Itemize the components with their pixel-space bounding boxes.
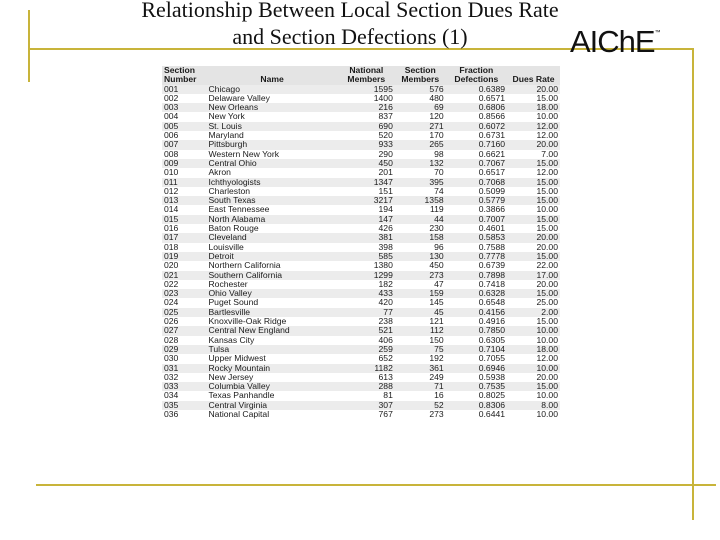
fraction-defections-cell: 0.8306 [446, 401, 507, 410]
dues-rate-cell: 17.00 [507, 271, 560, 280]
section-members-cell: 273 [395, 410, 446, 419]
section-members-cell: 249 [395, 373, 446, 382]
dues-rate-cell: 18.00 [507, 103, 560, 112]
header-cell: Fraction [446, 66, 507, 75]
national-members-cell: 1299 [338, 271, 395, 280]
dues-rate-cell: 15.00 [507, 215, 560, 224]
section-members-cell: 132 [395, 159, 446, 168]
table-row [162, 261, 560, 270]
national-members-cell: 1182 [338, 364, 395, 373]
dues-rate-cell: 10.00 [507, 112, 560, 121]
section-name-cell: Louisville [206, 243, 337, 252]
table-row [162, 215, 560, 224]
section-name-cell: Baton Rouge [206, 224, 337, 233]
section-number-cell: 006 [162, 131, 206, 140]
fraction-defections-cell: 0.7007 [446, 215, 507, 224]
national-members-cell: 259 [338, 345, 395, 354]
national-members-cell: 420 [338, 298, 395, 307]
section-name-cell: National Capital [206, 410, 337, 419]
table-row [162, 224, 560, 233]
national-members-cell: 933 [338, 140, 395, 149]
fraction-defections-cell: 0.7068 [446, 178, 507, 187]
fraction-defections-cell: 0.4601 [446, 224, 507, 233]
national-members-cell: 238 [338, 317, 395, 326]
national-members-cell: 201 [338, 168, 395, 177]
section-name-cell: Pittsburgh [206, 140, 337, 149]
section-members-cell: 265 [395, 140, 446, 149]
section-name-cell: Western New York [206, 150, 337, 159]
national-members-cell: 450 [338, 159, 395, 168]
fraction-defections-cell: 0.7067 [446, 159, 507, 168]
section-number-cell: 019 [162, 252, 206, 261]
section-number-cell: 002 [162, 94, 206, 103]
table-row [162, 122, 560, 131]
fraction-defections-cell: 0.4156 [446, 308, 507, 317]
section-dues-table [162, 66, 560, 419]
fraction-defections-cell: 0.6441 [446, 410, 507, 419]
section-number-cell: 025 [162, 308, 206, 317]
section-members-cell: 45 [395, 308, 446, 317]
fraction-defections-cell: 0.7588 [446, 243, 507, 252]
section-number-cell: 026 [162, 317, 206, 326]
table-row [162, 345, 560, 354]
section-number-cell: 021 [162, 271, 206, 280]
section-number-cell: 036 [162, 410, 206, 419]
header-cell: Section [395, 66, 446, 75]
table-row [162, 382, 560, 391]
section-number-cell: 001 [162, 85, 206, 94]
section-members-cell: 192 [395, 354, 446, 363]
decorative-vertical-line-right [692, 48, 694, 520]
national-members-cell: 182 [338, 280, 395, 289]
dues-rate-cell: 15.00 [507, 289, 560, 298]
section-number-cell: 014 [162, 205, 206, 214]
logo-text: AIChE [570, 24, 655, 59]
section-members-cell: 74 [395, 187, 446, 196]
table-row [162, 410, 560, 419]
section-name-cell: Akron [206, 168, 337, 177]
section-number-cell: 028 [162, 336, 206, 345]
section-name-cell: Central Virginia [206, 401, 337, 410]
table-row [162, 317, 560, 326]
table-row [162, 336, 560, 345]
section-number-cell: 029 [162, 345, 206, 354]
fraction-defections-cell: 0.3866 [446, 205, 507, 214]
national-members-cell: 652 [338, 354, 395, 363]
national-members-cell: 1380 [338, 261, 395, 270]
section-name-cell: Bartlesville [206, 308, 337, 317]
national-members-cell: 3217 [338, 196, 395, 205]
section-number-cell: 016 [162, 224, 206, 233]
section-number-cell: 027 [162, 326, 206, 335]
data-table [162, 66, 560, 419]
header-cell: Number [162, 75, 206, 84]
fraction-defections-cell: 0.7160 [446, 140, 507, 149]
section-number-cell: 033 [162, 382, 206, 391]
header-cell: Members [338, 75, 395, 84]
section-number-cell: 023 [162, 289, 206, 298]
dues-rate-cell: 7.00 [507, 150, 560, 159]
fraction-defections-cell: 0.6328 [446, 289, 507, 298]
dues-rate-cell: 15.00 [507, 178, 560, 187]
section-name-cell: Upper Midwest [206, 354, 337, 363]
fraction-defections-cell: 0.5853 [446, 233, 507, 242]
fraction-defections-cell: 0.5938 [446, 373, 507, 382]
section-number-cell: 032 [162, 373, 206, 382]
dues-rate-cell: 15.00 [507, 94, 560, 103]
table-row [162, 103, 560, 112]
section-number-cell: 020 [162, 261, 206, 270]
section-members-cell: 47 [395, 280, 446, 289]
section-members-cell: 145 [395, 298, 446, 307]
header-cell: Defections [446, 75, 507, 84]
fraction-defections-cell: 0.6621 [446, 150, 507, 159]
table-row [162, 178, 560, 187]
section-number-cell: 013 [162, 196, 206, 205]
section-members-cell: 271 [395, 122, 446, 131]
section-name-cell: New York [206, 112, 337, 121]
header-cell: Section [162, 66, 206, 75]
section-name-cell: Columbia Valley [206, 382, 337, 391]
header-row-1 [162, 66, 560, 75]
national-members-cell: 381 [338, 233, 395, 242]
national-members-cell: 837 [338, 112, 395, 121]
slide-title-line-1: Relationship Between Local Section Dues Rate [141, 0, 559, 22]
table-row [162, 196, 560, 205]
fraction-defections-cell: 0.7104 [446, 345, 507, 354]
section-number-cell: 011 [162, 178, 206, 187]
section-members-cell: 130 [395, 252, 446, 261]
logo-trademark-mark: ™ [654, 30, 660, 36]
fraction-defections-cell: 0.8025 [446, 391, 507, 400]
section-name-cell: Rochester [206, 280, 337, 289]
national-members-cell: 520 [338, 131, 395, 140]
section-members-cell: 159 [395, 289, 446, 298]
fraction-defections-cell: 0.4916 [446, 317, 507, 326]
table-row [162, 187, 560, 196]
section-members-cell: 96 [395, 243, 446, 252]
national-members-cell: 307 [338, 401, 395, 410]
section-members-cell: 69 [395, 103, 446, 112]
section-members-cell: 450 [395, 261, 446, 270]
national-members-cell: 1347 [338, 178, 395, 187]
decorative-vertical-line-left [28, 10, 30, 82]
section-members-cell: 119 [395, 205, 446, 214]
section-number-cell: 015 [162, 215, 206, 224]
table-row [162, 364, 560, 373]
section-number-cell: 034 [162, 391, 206, 400]
dues-rate-cell: 10.00 [507, 326, 560, 335]
header-cell: National [338, 66, 395, 75]
header-cell [507, 66, 560, 75]
fraction-defections-cell: 0.7778 [446, 252, 507, 261]
dues-rate-cell: 15.00 [507, 224, 560, 233]
section-members-cell: 70 [395, 168, 446, 177]
table-row [162, 280, 560, 289]
dues-rate-cell: 20.00 [507, 373, 560, 382]
section-members-cell: 52 [395, 401, 446, 410]
fraction-defections-cell: 0.7898 [446, 271, 507, 280]
national-members-cell: 147 [338, 215, 395, 224]
section-name-cell: Charleston [206, 187, 337, 196]
fraction-defections-cell: 0.7418 [446, 280, 507, 289]
dues-rate-cell: 20.00 [507, 233, 560, 242]
table-row [162, 112, 560, 121]
dues-rate-cell: 12.00 [507, 131, 560, 140]
section-members-cell: 16 [395, 391, 446, 400]
table-row [162, 271, 560, 280]
section-members-cell: 230 [395, 224, 446, 233]
section-name-cell: Detroit [206, 252, 337, 261]
section-name-cell: Kansas City [206, 336, 337, 345]
section-number-cell: 018 [162, 243, 206, 252]
dues-rate-cell: 15.00 [507, 187, 560, 196]
section-members-cell: 121 [395, 317, 446, 326]
dues-rate-cell: 25.00 [507, 298, 560, 307]
section-members-cell: 395 [395, 178, 446, 187]
table-row [162, 326, 560, 335]
section-number-cell: 031 [162, 364, 206, 373]
national-members-cell: 433 [338, 289, 395, 298]
section-name-cell: Ohio Valley [206, 289, 337, 298]
dues-rate-cell: 10.00 [507, 336, 560, 345]
decorative-horizontal-line-bottom [36, 484, 716, 486]
section-members-cell: 361 [395, 364, 446, 373]
section-name-cell: South Texas [206, 196, 337, 205]
dues-rate-cell: 20.00 [507, 140, 560, 149]
table-row [162, 298, 560, 307]
slide-title-line-2: and Section Defections (1) [232, 24, 468, 49]
table-row [162, 401, 560, 410]
table-row [162, 289, 560, 298]
national-members-cell: 398 [338, 243, 395, 252]
table-row [162, 233, 560, 242]
section-name-cell: Central New England [206, 326, 337, 335]
section-members-cell: 150 [395, 336, 446, 345]
fraction-defections-cell: 0.7535 [446, 382, 507, 391]
fraction-defections-cell: 0.5099 [446, 187, 507, 196]
table-body [162, 85, 560, 420]
section-members-cell: 71 [395, 382, 446, 391]
national-members-cell: 690 [338, 122, 395, 131]
national-members-cell: 1595 [338, 85, 395, 94]
header-cell [206, 66, 337, 75]
fraction-defections-cell: 0.6305 [446, 336, 507, 345]
table-row [162, 131, 560, 140]
section-name-cell: Delaware Valley [206, 94, 337, 103]
national-members-cell: 585 [338, 252, 395, 261]
national-members-cell: 290 [338, 150, 395, 159]
section-name-cell: New Orleans [206, 103, 337, 112]
table-row [162, 159, 560, 168]
dues-rate-cell: 15.00 [507, 196, 560, 205]
slide-title [60, 0, 640, 50]
section-name-cell: Cleveland [206, 233, 337, 242]
national-members-cell: 406 [338, 336, 395, 345]
section-members-cell: 75 [395, 345, 446, 354]
section-name-cell: Central Ohio [206, 159, 337, 168]
national-members-cell: 288 [338, 382, 395, 391]
fraction-defections-cell: 0.6571 [446, 94, 507, 103]
header-cell: Dues Rate [507, 75, 560, 84]
section-members-cell: 158 [395, 233, 446, 242]
dues-rate-cell: 15.00 [507, 252, 560, 261]
dues-rate-cell: 12.00 [507, 168, 560, 177]
dues-rate-cell: 22.00 [507, 261, 560, 270]
dues-rate-cell: 20.00 [507, 280, 560, 289]
section-number-cell: 008 [162, 150, 206, 159]
section-members-cell: 170 [395, 131, 446, 140]
section-name-cell: Southern California [206, 271, 337, 280]
dues-rate-cell: 10.00 [507, 205, 560, 214]
section-number-cell: 012 [162, 187, 206, 196]
dues-rate-cell: 12.00 [507, 354, 560, 363]
section-name-cell: North Alabama [206, 215, 337, 224]
section-number-cell: 007 [162, 140, 206, 149]
section-name-cell: Ichthyologists [206, 178, 337, 187]
section-name-cell: Tulsa [206, 345, 337, 354]
fraction-defections-cell: 0.7850 [446, 326, 507, 335]
national-members-cell: 216 [338, 103, 395, 112]
dues-rate-cell: 10.00 [507, 364, 560, 373]
national-members-cell: 81 [338, 391, 395, 400]
national-members-cell: 77 [338, 308, 395, 317]
dues-rate-cell: 2.00 [507, 308, 560, 317]
section-number-cell: 022 [162, 280, 206, 289]
section-name-cell: Northern California [206, 261, 337, 270]
section-name-cell: Knoxville-Oak Ridge [206, 317, 337, 326]
section-members-cell: 1358 [395, 196, 446, 205]
dues-rate-cell: 20.00 [507, 243, 560, 252]
section-members-cell: 112 [395, 326, 446, 335]
dues-rate-cell: 15.00 [507, 159, 560, 168]
table-row [162, 205, 560, 214]
section-number-cell: 004 [162, 112, 206, 121]
fraction-defections-cell: 0.6517 [446, 168, 507, 177]
table-row [162, 150, 560, 159]
aiche-logo [570, 24, 660, 60]
section-members-cell: 273 [395, 271, 446, 280]
national-members-cell: 613 [338, 373, 395, 382]
dues-rate-cell: 15.00 [507, 317, 560, 326]
section-name-cell: East Tennessee [206, 205, 337, 214]
national-members-cell: 521 [338, 326, 395, 335]
header-cell: Members [395, 75, 446, 84]
fraction-defections-cell: 0.6389 [446, 85, 507, 94]
dues-rate-cell: 12.00 [507, 122, 560, 131]
section-number-cell: 017 [162, 233, 206, 242]
section-name-cell: St. Louis [206, 122, 337, 131]
national-members-cell: 194 [338, 205, 395, 214]
header-cell: Name [206, 75, 337, 84]
table-row [162, 373, 560, 382]
table-row [162, 354, 560, 363]
table-row [162, 243, 560, 252]
fraction-defections-cell: 0.6946 [446, 364, 507, 373]
section-number-cell: 035 [162, 401, 206, 410]
section-name-cell: Texas Panhandle [206, 391, 337, 400]
national-members-cell: 767 [338, 410, 395, 419]
national-members-cell: 426 [338, 224, 395, 233]
section-number-cell: 030 [162, 354, 206, 363]
fraction-defections-cell: 0.6806 [446, 103, 507, 112]
section-members-cell: 44 [395, 215, 446, 224]
national-members-cell: 151 [338, 187, 395, 196]
dues-rate-cell: 8.00 [507, 401, 560, 410]
fraction-defections-cell: 0.7055 [446, 354, 507, 363]
section-number-cell: 009 [162, 159, 206, 168]
section-number-cell: 010 [162, 168, 206, 177]
section-number-cell: 003 [162, 103, 206, 112]
section-name-cell: Maryland [206, 131, 337, 140]
section-number-cell: 005 [162, 122, 206, 131]
section-number-cell: 024 [162, 298, 206, 307]
section-members-cell: 98 [395, 150, 446, 159]
dues-rate-cell: 15.00 [507, 382, 560, 391]
dues-rate-cell: 10.00 [507, 410, 560, 419]
section-members-cell: 120 [395, 112, 446, 121]
table-row [162, 308, 560, 317]
dues-rate-cell: 18.00 [507, 345, 560, 354]
table-row [162, 168, 560, 177]
fraction-defections-cell: 0.6731 [446, 131, 507, 140]
fraction-defections-cell: 0.6739 [446, 261, 507, 270]
fraction-defections-cell: 0.6548 [446, 298, 507, 307]
dues-rate-cell: 10.00 [507, 391, 560, 400]
dues-rate-cell: 20.00 [507, 85, 560, 94]
table-row [162, 85, 560, 94]
header-row-2 [162, 75, 560, 84]
section-name-cell: New Jersey [206, 373, 337, 382]
table-row [162, 140, 560, 149]
table-row [162, 252, 560, 261]
section-name-cell: Chicago [206, 85, 337, 94]
section-name-cell: Puget Sound [206, 298, 337, 307]
section-members-cell: 480 [395, 94, 446, 103]
table-row [162, 391, 560, 400]
section-members-cell: 576 [395, 85, 446, 94]
table-row [162, 94, 560, 103]
fraction-defections-cell: 0.6072 [446, 122, 507, 131]
section-name-cell: Rocky Mountain [206, 364, 337, 373]
national-members-cell: 1400 [338, 94, 395, 103]
fraction-defections-cell: 0.8566 [446, 112, 507, 121]
fraction-defections-cell: 0.5779 [446, 196, 507, 205]
